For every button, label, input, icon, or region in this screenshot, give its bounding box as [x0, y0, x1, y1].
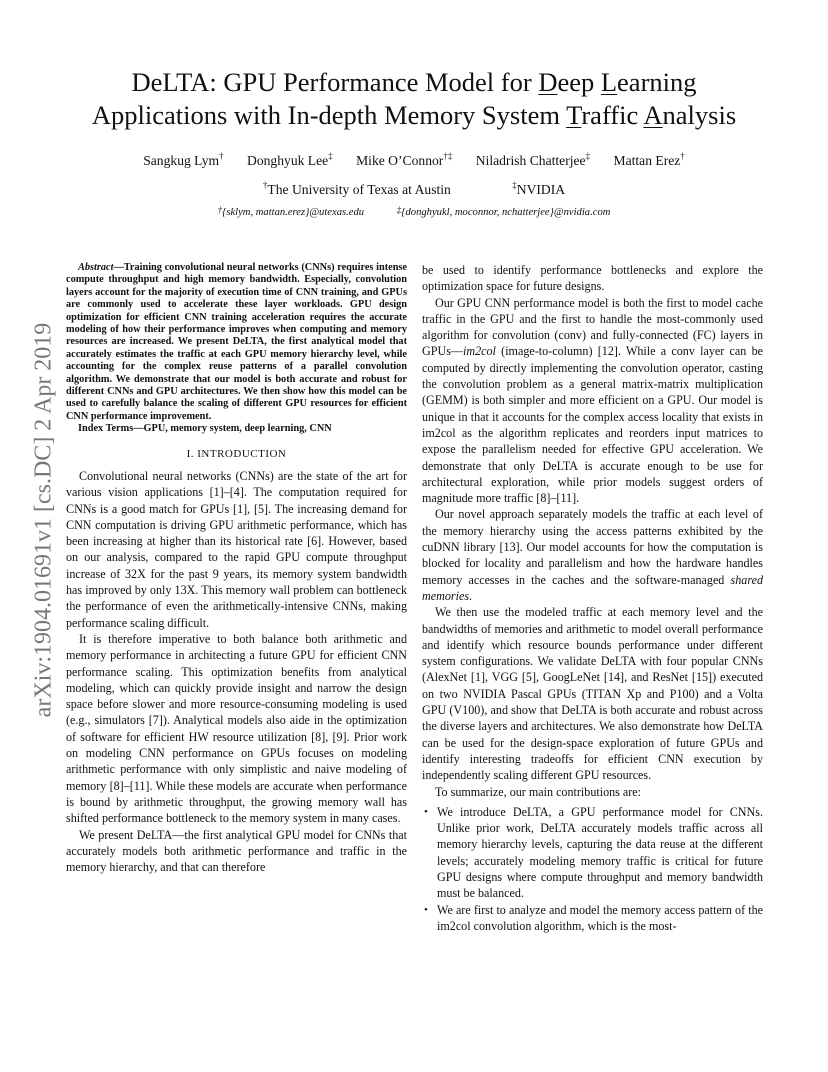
- section-heading-introduction: I. INTRODUCTION: [186, 447, 287, 460]
- author: Donghyuk Lee‡: [247, 151, 333, 168]
- bullet-icon: •: [424, 903, 428, 916]
- title-line-2: Applications with In-depth Memory System Traffic Analysis: [91, 100, 737, 130]
- author: Mike O’Connor†‡: [356, 151, 453, 168]
- right-column: [422, 262, 763, 934]
- paper-title: [40, 66, 788, 132]
- index-terms: Index Terms—GPU, memory system, deep learning, CNN: [78, 423, 332, 435]
- paragraph: It is therefore imperative to both balance both arithmetic and memory performance in architecting a future GPU for efficient CNN performance scaling. This optimization benefits from analytical modeling, which can quickly provide insight and narrow the design space before slower and more resource-consuming modeling is used (e.g., simulators [7]). Analytical models also aide in the optimization of software for efficient HW resource utilization [8], [9]. Prior work on modeling CNN performance on GPUs focuses on modeling arithmetic performance with only simplistic and naive modeling of memory [8]–[11]. While these models are accurate when performance is bound by arithmetic throughput, the growing memory wall has shifted performance bottleneck to the memory system in many cases.: [66, 631, 407, 826]
- contributions-list: [422, 804, 763, 934]
- affiliation-nvidia: ‡NVIDIA: [512, 180, 566, 197]
- author: Sangkug Lym†: [143, 151, 224, 168]
- list-item: • We introduce DeLTA, a GPU performance model for CNNs. Unlike prior work, DeLTA accurately models traffic across all memory hierarchy levels, capturing the data reuse at the different levels; accurately modeling memory traffic is critical for future GPU designs where compute throughput and memory bandwidth must be balanced.: [424, 804, 763, 901]
- author: Niladrish Chatterjee‡: [475, 151, 591, 168]
- paragraph: We then use the modeled traffic at each memory level and the bandwidths of memories and arithmetic to model overall performance and identify which resource bounds performance under different system configurations. We validate DeLTA with four popular CNNs (AlexNet [1], VGG [5], GoogLeNet [14], and ResNet [15]) executed on two NVIDIA Pascal GPUs (TITAN Xp and P100) and a Volta GPU (V100), and show that DeLTA is both accurate and robust across the diverse layers and architectures. We also demonstrate how DeLTA can be used for the design-space exploration of future GPUs and identify interesting tradeoffs for efficient CNN execution by independently scaling different GPU resources.: [422, 605, 763, 783]
- author-emails: [0, 207, 828, 218]
- email-nvidia: ‡{donghyukl, moconnor, nchatterjee}@nvidia.com: [396, 205, 611, 218]
- arxiv-stamp: arXiv:1904.01691v1 [cs.DC] 2 Apr 2019: [30, 322, 57, 718]
- paragraph: Convolutional neural networks (CNNs) are the state of the art for various vision applications [1]–[4]. The computation required for CNNs is a good match for GPUs [1], [5]. The increasing demand for CNN computation is driving GPU arithmetic performance, which has been increasing at higher than its historical rate [6]. However, based on our analysis, compared to the rapid GPU compute throughput increase of 32X for the past 9 years, its memory system bandwidth has improved by only 13X. This memory wall problem can bottleneck the performance of even the arithmetically-intensive CNNs, making performance scaling difficult.: [66, 468, 407, 630]
- email-ut: †{sklym, mattan.erez}@utexas.edu: [217, 205, 365, 218]
- paragraph: Our novel approach separately models the traffic at each level of the memory hierarchy using the access patterns exhibited by the cuDNN library [13]. Our model accounts for how the computation is blocked for locality and parallelism and how the hardware handles memory accesses in the caches and the software-managed shared memories.: [422, 507, 763, 603]
- paragraph: Our GPU CNN performance model is both the first to model cache traffic in the GPU and the first to handle the most-commonly used algorithm for convolution (conv) and fully-connected (FC) layers in GPUs—im2col (image-to-column) [12]. While a conv layer can be computed by directly implementing the convolution operator, casting the convolution problem as a general matrix-matrix multiplication (GEMM) is both simpler and more efficient on a GPU. Our model is unique in that it accounts for the complex access locality that exists in im2col as the algorithm replicates and reorders input matrices to expose the parallelism needed for effective GPU acceleration. We demonstrate that only DeLTA is accurate enough to be use for architectural exploration, while prior models suggest orders of magnitude more traffic [8]–[11].: [422, 295, 763, 506]
- title-line-1: DeLTA: GPU Performance Model for Deep Learning: [131, 67, 697, 97]
- paragraph: We present DeLTA—the first analytical GPU model for CNNs that accurately models both arithmetic performance and traffic in the memory hierarchy, and that can therefore: [66, 827, 407, 875]
- list-item: • We are first to analyze and model the memory access pattern of the im2col convolution algorithm, which is the most-: [424, 902, 763, 933]
- affiliation-ut: †The University of Texas at Austin: [262, 180, 451, 197]
- author: Mattan Erez†: [613, 151, 685, 168]
- paragraph: To summarize, our main contributions are:: [435, 784, 642, 799]
- bullet-icon: •: [424, 805, 428, 818]
- left-column: [66, 262, 407, 875]
- paragraph: be used to identify performance bottlenecks and explore the optimization space for future designs.: [422, 263, 763, 294]
- abstract: Abstract—Training convolutional neural networks (CNNs) requires intense compute throughput and high memory bandwidth. Especially, convolution layers account for the majority of execution time of CNN training, and GPUs are commonly used to accelerate these layer workloads. GPU design optimization for efficient CNN training acceleration requires the accurate modeling of how their performance improves when computing and memory resources are increased. We present DeLTA, the first analytical model that accurately estimates the traffic at each GPU memory hierarchy level, while accounting for the complex reuse patterns of a parallel convolution algorithm. We demonstrate that our model is both accurate and robust for different CNNs and GPU architectures. We then show how this model can be used to carefully balance the scaling of different GPU resources for efficient CNN performance improvement.: [66, 262, 407, 422]
- author-list: [0, 153, 828, 169]
- affiliations: [0, 182, 828, 198]
